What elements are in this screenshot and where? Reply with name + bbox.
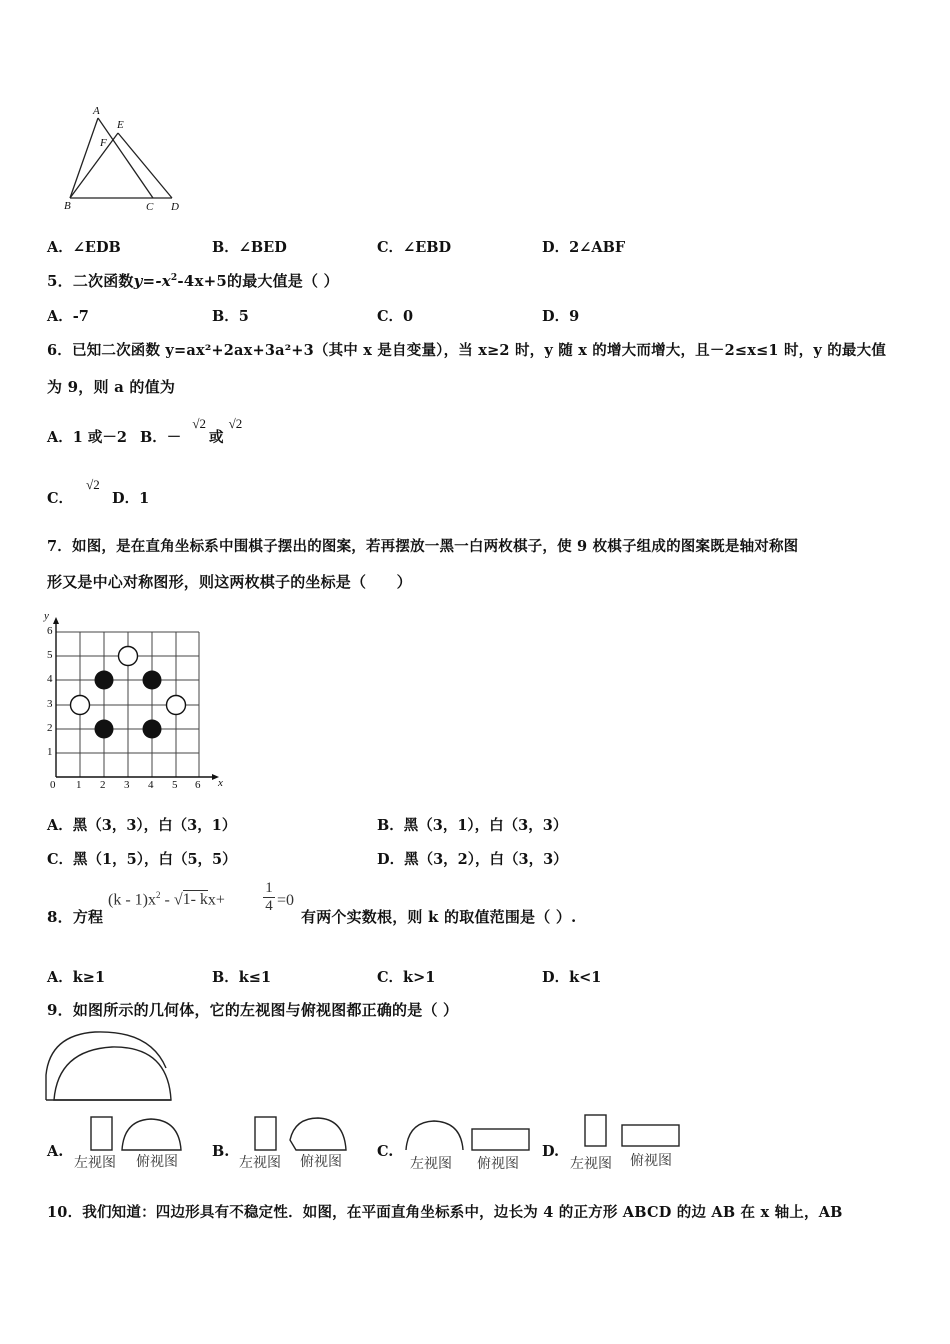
- q9-text: 9．如图所示的几何体，它的左视图与俯视图都正确的是（ ）: [47, 1001, 459, 1019]
- q8-eq-mid: -: [160, 891, 174, 909]
- q6-sqrt2-c: √2: [86, 477, 100, 492]
- q8-option-d[interactable]: D．k<1: [542, 969, 602, 986]
- q6-sqrt2-b2: √2: [228, 416, 243, 431]
- q4-option-d[interactable]: D．2∠ABF: [542, 239, 626, 256]
- x-tick-6: 6: [195, 779, 201, 791]
- q8-frac-num: 1: [265, 880, 273, 896]
- q6-option-a[interactable]: A．1 或－2: [47, 429, 127, 446]
- q4-option-b[interactable]: B．∠BED: [212, 239, 287, 256]
- q6-option-c-label: C．: [47, 490, 74, 507]
- q9-d-top-view-label: 俯视图: [630, 1153, 672, 1169]
- q8-option-a[interactable]: A．k≥1: [47, 969, 106, 986]
- label-c: C: [146, 201, 154, 213]
- q5-option-b[interactable]: B．5: [212, 308, 249, 325]
- q8-eq-x: x+: [207, 891, 225, 909]
- q9-c-left-view-label: 左视图: [410, 1156, 452, 1172]
- q5-option-d[interactable]: D．9: [542, 308, 580, 325]
- q6-line2: 为 9，则 a 的值为: [47, 378, 176, 396]
- x-tick-0: 0: [50, 779, 56, 791]
- label-f: F: [100, 137, 107, 149]
- label-d: D: [171, 201, 179, 213]
- q6-sqrt2-b1: √2: [192, 416, 206, 431]
- q6-line1: 6．已知二次函数 y=ax²+2ax+3a²+3（其中 x 是自变量），当 x≥2 时，y 随 x 的增大而增大，且－2≤x≤1 时，y 的最大值: [47, 342, 887, 359]
- opt-c-left-view-arc: [406, 1121, 463, 1150]
- y-tick-3: 3: [47, 698, 53, 710]
- q7-line2: 形又是中心对称图形，则这两枚棋子的坐标是（ ）: [47, 573, 412, 591]
- x-tick-3: 3: [124, 779, 130, 791]
- q9-b-left-view-label: 左视图: [239, 1155, 281, 1171]
- opt-b-top-view-shape: [290, 1118, 346, 1150]
- q8-sqrt-sign: √: [173, 891, 183, 909]
- q9-option-d[interactable]: D.: [542, 1143, 560, 1160]
- q7-line1: 7．如图，是在直角坐标系中围棋子摆出的图案，若再摆放一黑一白两枚棋子，使 9 枚棋子组成的图案既是轴对称图: [47, 538, 799, 555]
- q6-option-b-mid: 或: [209, 429, 224, 446]
- x-tick-2: 2: [100, 779, 106, 791]
- q8-eq-left: (k - 1)x: [108, 891, 156, 909]
- q7-option-b[interactable]: B．黑（3，1），白（3，3）: [377, 817, 568, 834]
- q8-prefix: 8．方程: [47, 908, 104, 926]
- opt-a-left-view-rect: [91, 1117, 112, 1150]
- q9-b-top-view-label: 俯视图: [300, 1154, 342, 1170]
- q9-a-top-view-label: 俯视图: [136, 1154, 178, 1170]
- q8-frac-den: 4: [263, 897, 275, 915]
- q8-eq-end: =0: [277, 892, 295, 909]
- y-tick-4: 4: [47, 673, 53, 685]
- q8-eq-sup: 2: [155, 890, 161, 900]
- solid-back-arc: [46, 1032, 166, 1100]
- y-tick-2: 2: [47, 722, 53, 734]
- q6-option-d[interactable]: D．1: [112, 490, 150, 507]
- y-tick-6: 6: [47, 625, 53, 637]
- solid-front-half-disk: [54, 1047, 171, 1100]
- q7-option-d[interactable]: D．黑（3，2），白（3，3）: [377, 851, 568, 868]
- q9-c-top-view-label: 俯视图: [477, 1156, 519, 1172]
- q10-text: 10．我们知道：四边形具有不稳定性．如图，在平面直角坐标系中，边长为 4 的正方形 ABCD 的边 AB 在 x 轴上，AB: [47, 1204, 843, 1221]
- opt-a-top-view-half-disk: [122, 1119, 181, 1150]
- y-tick-5: 5: [47, 649, 53, 661]
- q8-option-c[interactable]: C．k>1: [377, 969, 436, 986]
- opt-b-left-view-rect: [255, 1117, 276, 1150]
- q4-option-c[interactable]: C．∠EBD: [377, 239, 452, 256]
- q9-option-a[interactable]: A.: [47, 1143, 64, 1160]
- y-tick-1: 1: [47, 746, 53, 758]
- q8-option-b[interactable]: B．k≤1: [212, 969, 272, 986]
- q8-eq-sqrt: 1- k: [182, 891, 208, 909]
- opt-d-left-view-rect: [585, 1115, 606, 1146]
- opt-d-top-view-rect: [622, 1125, 679, 1146]
- q7-option-c[interactable]: C．黑（1，5），白（5，5）: [47, 851, 237, 868]
- x-tick-1: 1: [76, 779, 82, 791]
- q5-sup: 2: [170, 273, 178, 283]
- q5-tail: 的最大值是（ ）: [227, 272, 339, 290]
- q9-option-c[interactable]: C.: [377, 1143, 394, 1160]
- q5-option-c[interactable]: C．0: [377, 308, 414, 325]
- label-e: E: [117, 119, 124, 131]
- q5-number: 5．二次函数: [47, 272, 134, 290]
- q5-formula: y=-x: [133, 272, 171, 290]
- opt-c-top-view-rect: [472, 1129, 529, 1150]
- q5-formula-rest: -4x+5: [177, 272, 227, 290]
- q9-option-b[interactable]: B.: [212, 1143, 230, 1160]
- x-tick-4: 4: [148, 779, 154, 791]
- q9-d-left-view-label: 左视图: [570, 1156, 612, 1172]
- q9-a-left-view-label: 左视图: [74, 1155, 116, 1171]
- q6-option-b-prefix: B．－: [140, 429, 182, 446]
- q7-option-a[interactable]: A．黑（3，3），白（3，1）: [47, 817, 237, 834]
- q8-suffix: 有两个实数根，则 k 的取值范围是（ ）.: [301, 908, 577, 926]
- y-axis-label: y: [44, 610, 49, 622]
- label-a: A: [93, 105, 100, 117]
- x-axis-label: x: [218, 777, 223, 789]
- label-b: B: [64, 200, 71, 212]
- q4-option-a[interactable]: A．∠EDB: [47, 239, 121, 256]
- q5-option-a[interactable]: A．-7: [47, 308, 89, 325]
- x-tick-5: 5: [172, 779, 178, 791]
